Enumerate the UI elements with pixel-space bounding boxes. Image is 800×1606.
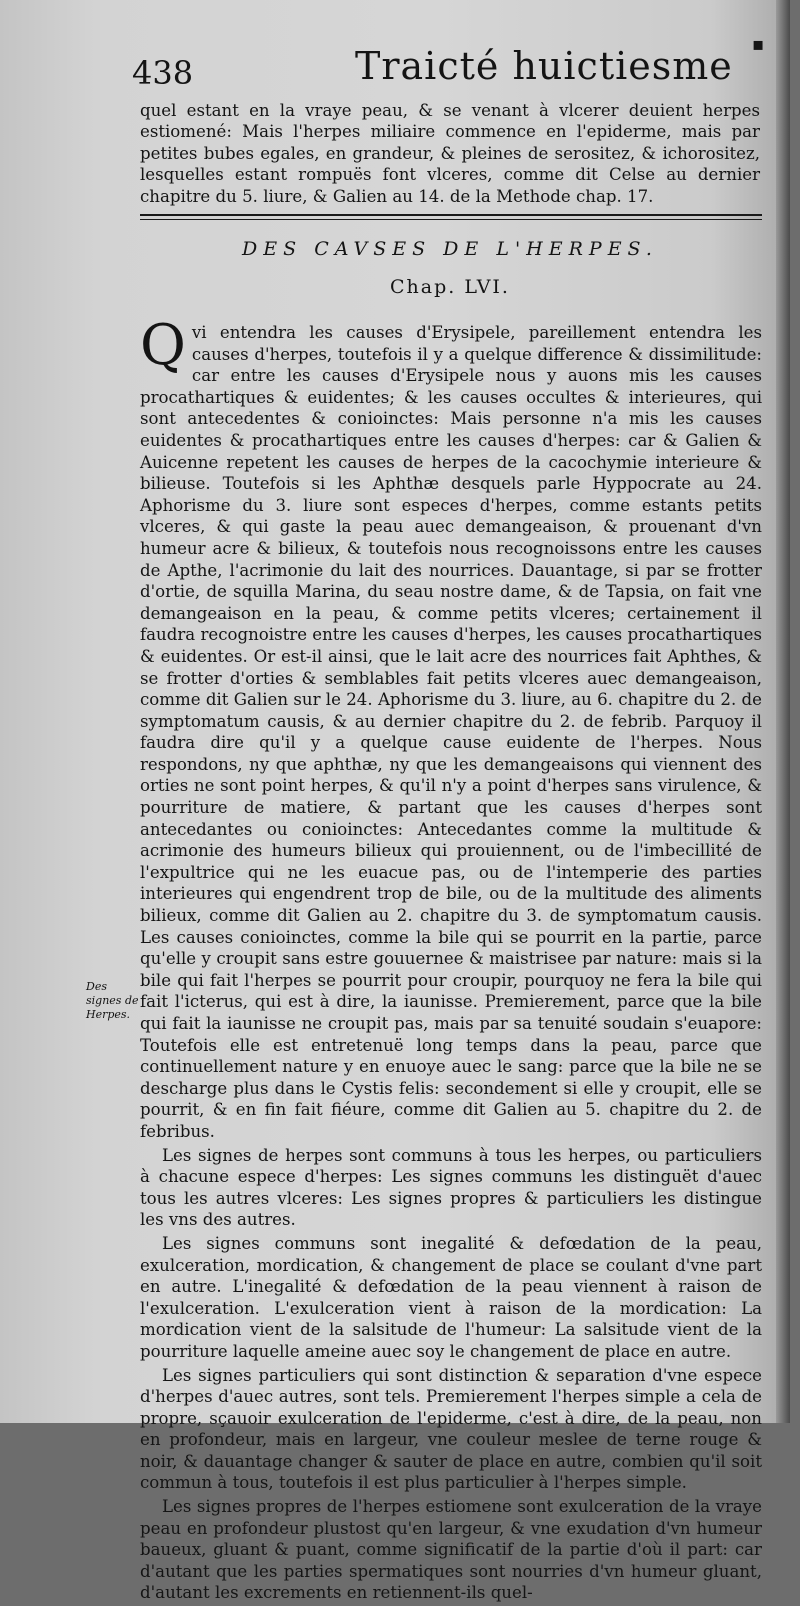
chapter-heading: Chap. LVI. [390, 276, 510, 298]
running-title: Traicté huictiesme [355, 44, 733, 88]
corner-mark: ▪ [752, 34, 765, 55]
top-text-block [140, 100, 760, 207]
section-title: DES CAVSES DE L'HERPES. [242, 238, 658, 260]
paragraph-4: Les signes particuliers qui sont distinction & separation d'vne espece d'herpes d'auec autres, sont tels. Premierement l'herpes simple a cela de propre, sçauoir exulceration de l'epiderme, c'est à dire, de la peau, non en profondeur, mais en largeur, vne couleur meslee de terne rouge & noir, & dauantage changer & sauter de place en autre, combien qu'il soit commun à tous, toutefois il est plus particulier à l'herpes simple. [140, 1365, 762, 1493]
section-rule [140, 214, 762, 220]
margin-note: Des signes de Herpes. [86, 980, 139, 1021]
paragraph-1-text: vi entendra les causes d'Erysipele, pareillement entendra les causes d'herpes, toutefois il y a quelque difference & dissimilitude: car entre les causes d'Erysipele nous y auons mis les causes procathartiques & euidentes; & les causes occultes & interieures, qui sont antecedentes & conioinctes: Mais personne n'a mis les causes euidentes & procathartiques entre les causes d'herpes: car & Galien & Auicenne repetent les causes de herpes de la cacochymie interieure & bilieuse. Toutefois si les Aphthæ desquels parle Hyppocrate au 24. Aphorisme du 3. liure sont especes d'herpes, comme estants petits vlceres, & qui gaste la peau auec demangeaison, & prouenant d'vn humeur acre & bilieux, & toutefois nous recognoissons entre les causes de Apthe, l'acrimonie du lait des nourrices. Dauantage, si par se frotter d'ortie, de squilla Marina, du seau nostre dame, & de Tapsia, on fait vne demangeaison en la peau, & comme petits vlceres; certainement il faudra recognoistre entre les causes d'herpes, les causes procathartiques & euidentes. Or est-il ainsi, que le lait acre des nourrices fait Aphthes, & se frotter d'orties & semblables fait petits vlceres auec demangeaison, comme dit Galien sur le 24. Aphorisme du 3. liure, au 6. chapitre du 2. de symptomatum causis, & au dernier chapitre du 2. de febrib. Parquoy il faudra dire qu'il y a quelque cause euidente de l'herpes. Nous respondons, ny que aphthæ, ny que les demangeaisons qui viennent des orties ne sont point herpes, & qu'il n'y a point d'herpes sans virulence, & pourriture de matiere, & partant que les causes d'herpes sont antecedantes ou conioinctes: Antecedantes comme la multitude & acrimonie des humeurs bilieux qui prouiennent, ou de l'imbecillité de l'expultrice qui ne les euacue pas, ou de l'intemperie des parties interieures qui engendrent trop de bile, ou de la multitude des aliments bilieux, comme dit Galien au 2. chapitre du 3. de symptomatum causis. Les causes conioinctes, comme la bile qui se pourrit en la partie, parce qu'elle y croupit sans estre gouuernee & maistrisee par nature: mais si la bile qui fait l'herpes se pourrit pour croupir, pourquoy ne fera la bile qui fait l'icterus, qui est à dire, la iaunisse. Premierement, parce que la bile qui fait la iaunisse ne croupit pas, mais par sa tenuité soudain s'euapore: Toutefois elle est entretenuë long temps dans la peau, parce que continuellement nature y en enuoye auec le sang: parce que la bile ne se descharge plus dans le Cystis felis: secondement si elle y croupit, elle se pourrit, & en fin fait fiéure, comme dit Galien au 5. chapitre du 2. de febribus. [140, 323, 762, 1141]
drop-cap: Q [140, 313, 186, 378]
top-paragraph: quel estant en la vraye peau, & se venant à vlcerer deuient herpes estiomené: Mais l'herpes miliaire commence en l'epiderme, mais par petites bubes egales, en grandeur, & pleines de serositez, & ichorositez, lesquelles estant rompuës font vlceres, comme dit Celse au dernier chapitre du 5. liure, & Galien au 14. de la Methode chap. 17. [140, 101, 760, 206]
paragraph-3: Les signes communs sont inegalité & defœdation de la peau, exulceration, mordication, & changement de place se coulant d'vne part en autre. L'inegalité & defœdation de la peau viennent à raison de l'exulceration. L'exulceration vient à raison de la mordication: La mordication vient de la salsitude de l'humeur: La salsitude vient de la pourriture laquelle ameine auec soy le changement de place en autre. [140, 1233, 762, 1361]
chapter-body [140, 313, 762, 1606]
paragraph-2: Les signes de herpes sont communs à tous les herpes, ou particuliers à chacune espece d'herpes: Les signes communs les distinguët d'auec tous les autres vlceres: Les signes propres & particuliers les distingue les vns des autres. [140, 1145, 762, 1230]
page-number: 438 [132, 54, 194, 92]
paragraph-5: Les signes propres de l'herpes estiomene sont exulceration de la vraye peau en profondeur plustost qu'en largeur, & vne exudation d'vn humeur baueux, gluant & puant, comme significatif de la partie d'où il part: car d'autant que les parties spermatiques sont nourries d'vn humeur gluant, d'autant les excrements en retiennent-ils quel- [140, 1497, 762, 1603]
page-gutter-shadow [776, 0, 790, 1423]
paragraph-1 [140, 313, 762, 1143]
